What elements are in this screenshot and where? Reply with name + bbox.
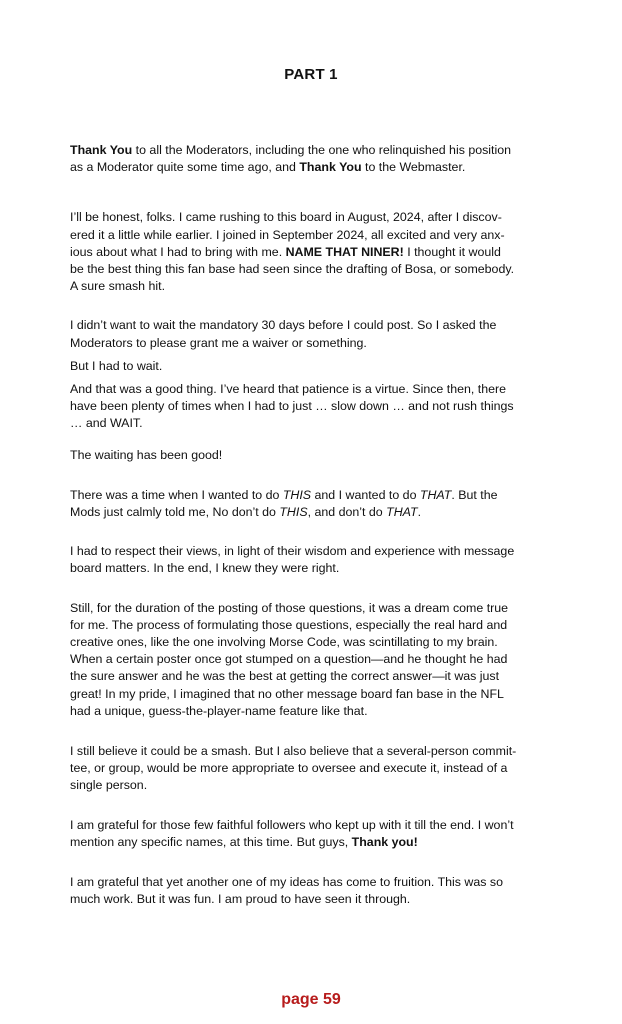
text-run: And that was a good thing. I’ve heard that patience is a virtue. Since then, there have been plenty of times when I had to just … slow down … and not rush things … and WAIT. [70, 382, 514, 431]
text-run: , and don’t do [307, 505, 387, 520]
paragraph-6 [70, 447, 550, 464]
text-run: . But the Mods just calmly told me, No don’t do [70, 487, 498, 520]
bold-text: Thank You [70, 143, 133, 157]
text-run: . [417, 505, 422, 520]
paragraph-12 [70, 874, 550, 908]
part-heading: PART 1 [284, 66, 338, 83]
bold-text: Thank You [299, 160, 362, 175]
italic-text: THAT [419, 487, 452, 502]
paragraph-3 [70, 317, 550, 351]
paragraph-10 [70, 743, 550, 795]
text-run: I still believe it could be a smash. But I also believe that a several-person commit- tee, or group, would be more appropriate to oversee and execute it, instead of a single person. [70, 744, 517, 793]
text-run: to all the Moderators, including the one who relinquished his position as a Moderator quite some time ago, and [70, 143, 512, 175]
bold-text: Thank you! [351, 834, 418, 849]
text-run: Still, for the duration of the posting of those questions, it was a dream come true for me. The process of formulating those questions, especially the real hard and creative ones, like the one involving Morse Code, was scintillating to my brain. When a certain poster once got stumped on a question—and he thought he had the sure answer and he was the best at getting the correct answer—it was just great! In my pride, I imagined that no other message board fan base in the NFL had a unique, guess-the-player-name feature like that. [70, 600, 509, 718]
text-run: But I had to wait. [70, 358, 163, 373]
paragraph-1 [70, 142, 550, 176]
text-run: The waiting has been good! [70, 447, 223, 462]
paragraph-5 [70, 381, 550, 433]
text-run: I didn’t want to wait the mandatory 30 days before I could post. So I asked the Moderators to please grant me a waiver or something. [70, 318, 497, 350]
body-text [70, 142, 550, 909]
text-run: I am grateful that yet another one of my ideas has come to fruition. This was so much work. But it was fun. I am proud to have seen it through. [70, 875, 503, 907]
text-run: I thought it would be the best thing this fan base had seen since the drafting of Bosa, or somebody. A sure smash hit. [70, 244, 515, 294]
paragraph-9 [70, 600, 550, 720]
text-run: I’ll be honest, folks. I came rushing to this board in August, 2024, after I discov- ered it a little while earlier. I joined in September 2024, all excited and very anx- ious about what I had to bring with me. [70, 210, 505, 259]
text-run: to the Webmaster. [361, 160, 466, 175]
italic-text: THIS [279, 505, 308, 520]
text-run: There was a time when I wanted to do [70, 487, 283, 502]
text-run: I had to respect their views, in light of their wisdom and experience with message board matters. In the end, I knew they were right. [70, 544, 515, 576]
page-number: page 59 [281, 991, 341, 1008]
paragraph-4 [70, 358, 550, 375]
paragraph-7 [70, 487, 550, 521]
paragraph-8 [70, 543, 550, 577]
bold-text: NAME THAT NINER! [285, 244, 404, 259]
paragraph-2 [70, 209, 550, 295]
text-run: I am grateful for those few faithful followers who kept up with it till the end. I won’t mention any specific names, at this time. But guys, [70, 817, 514, 849]
italic-text: THIS [282, 487, 312, 502]
paragraph-11 [70, 817, 550, 851]
text-run: and I wanted to do [311, 487, 420, 502]
italic-text: THAT [386, 505, 418, 520]
